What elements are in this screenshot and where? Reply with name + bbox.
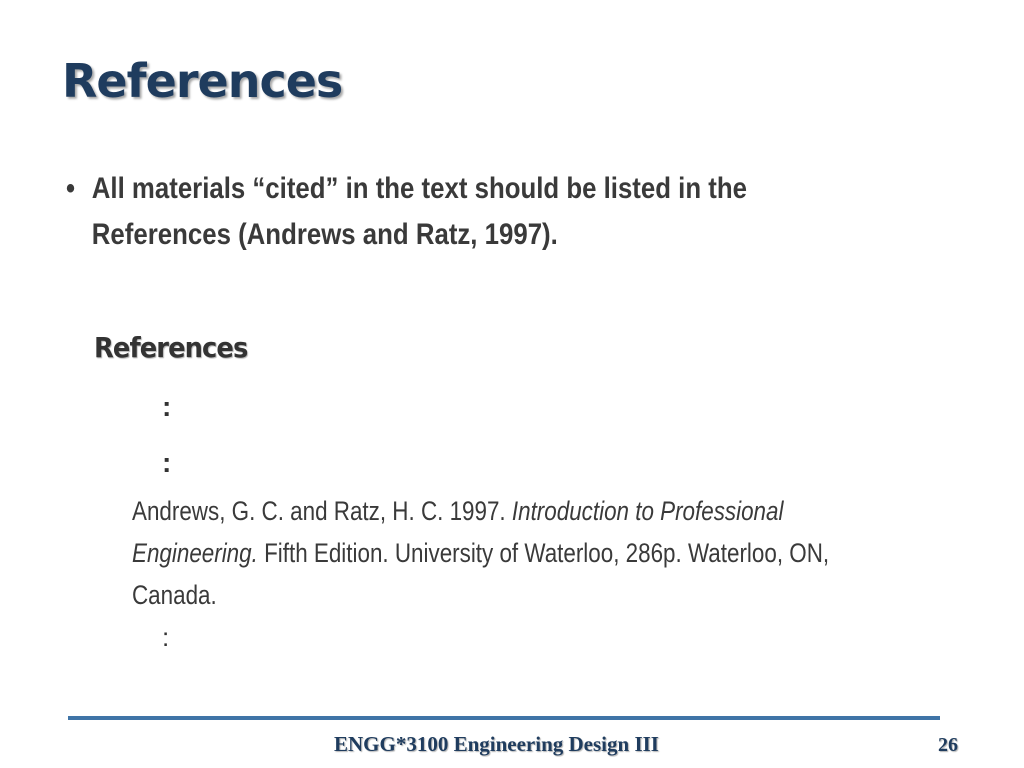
ellipsis-mark-2: : bbox=[162, 447, 172, 478]
bullet-item bbox=[66, 166, 823, 258]
bullet-icon: • bbox=[66, 172, 76, 205]
ellipsis-mark-1: : bbox=[162, 391, 172, 422]
citation-book-title: Introduction to Professional Engineering. bbox=[132, 496, 784, 568]
references-heading: References bbox=[94, 331, 248, 364]
page-number: 26 bbox=[938, 734, 958, 756]
bullet-list bbox=[66, 166, 823, 258]
ellipsis-mark-3: : bbox=[162, 622, 170, 652]
citation-authors-year: Andrews, G. C. and Ratz, H. C. 1997. bbox=[132, 496, 512, 526]
reference-citation bbox=[132, 490, 879, 616]
footer-divider bbox=[68, 716, 940, 720]
citation-details: Fifth Edition. University of Waterloo, 286p. Waterloo, ON, Canada. bbox=[132, 538, 830, 610]
bullet-text: All materials “cited” in the text should be listed in the References (Andrews and Ratz, 1997). bbox=[91, 172, 747, 251]
footer-course-title: ENGG*3100 Engineering Design III bbox=[334, 732, 659, 756]
slide-title: References bbox=[62, 54, 343, 108]
